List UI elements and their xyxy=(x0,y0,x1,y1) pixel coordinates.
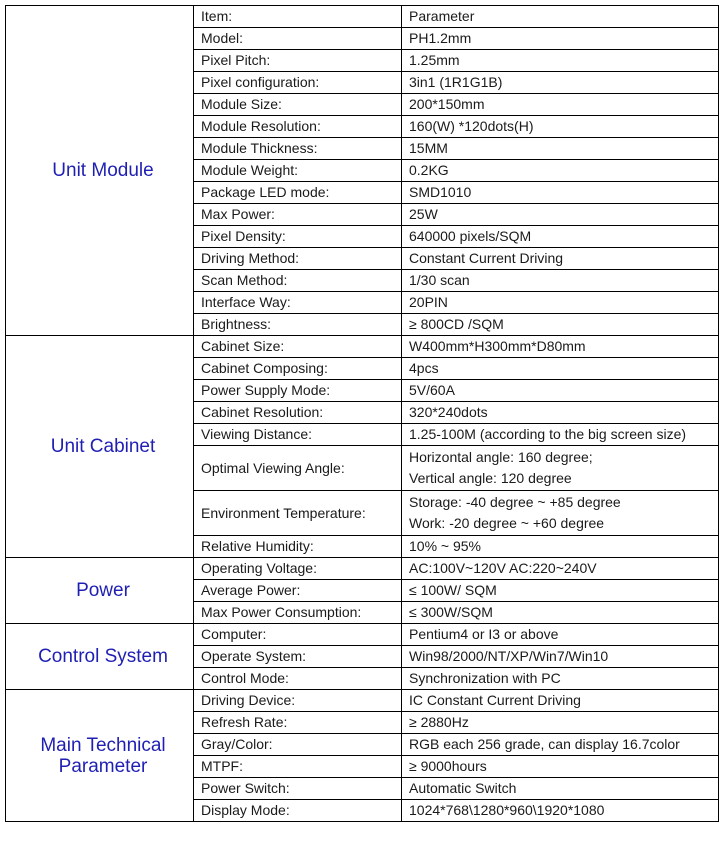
parameter-line: 320*240dots xyxy=(409,404,488,420)
item-label: Control Mode: xyxy=(194,668,402,690)
parameter-value xyxy=(402,336,719,358)
item-label: Item: xyxy=(194,6,402,28)
parameter-value xyxy=(402,778,719,800)
parameter-value xyxy=(402,446,719,491)
parameter-line: 640000 pixels/SQM xyxy=(409,228,532,244)
item-label: Cabinet Resolution: xyxy=(194,402,402,424)
section-title xyxy=(6,6,194,336)
item-label: Power Switch: xyxy=(194,778,402,800)
parameter-value xyxy=(402,380,719,402)
parameter-line: 160(W) *120dots(H) xyxy=(409,118,534,134)
parameter-value xyxy=(402,138,719,160)
parameter-value xyxy=(402,6,719,28)
item-label: Viewing Distance: xyxy=(194,424,402,446)
parameter-value xyxy=(402,72,719,94)
item-label: Relative Humidity: xyxy=(194,536,402,558)
parameter-line: Automatic Switch xyxy=(409,780,517,796)
item-label: Max Power: xyxy=(194,204,402,226)
item-label: Average Power: xyxy=(194,580,402,602)
item-label: Scan Method: xyxy=(194,270,402,292)
parameter-value xyxy=(402,314,719,336)
parameter-value xyxy=(402,50,719,72)
parameter-line: 1/30 scan xyxy=(409,272,470,288)
section-title xyxy=(6,690,194,822)
parameter-line: 1024*768\1280*960\1920*1080 xyxy=(409,802,605,818)
parameter-value xyxy=(402,204,719,226)
item-label: Display Mode: xyxy=(194,800,402,822)
parameter-line: Storage: -40 degree ~ +85 degree xyxy=(409,494,621,510)
parameter-value xyxy=(402,248,719,270)
item-label: Module Thickness: xyxy=(194,138,402,160)
parameter-line: SMD1010 xyxy=(409,184,472,200)
parameter-value xyxy=(402,94,719,116)
item-label: MTPF: xyxy=(194,756,402,778)
parameter-value xyxy=(402,646,719,668)
parameter-value xyxy=(402,624,719,646)
parameter-line: ≤ 300W/SQM xyxy=(409,604,493,620)
item-label: Pixel configuration: xyxy=(194,72,402,94)
item-label: Power Supply Mode: xyxy=(194,380,402,402)
item-label: Gray/Color: xyxy=(194,734,402,756)
parameter-line: ≤ 100W/ SQM xyxy=(409,582,497,598)
parameter-value xyxy=(402,160,719,182)
item-label: Optimal Viewing Angle: xyxy=(194,446,402,491)
section-title-line: Unit Module xyxy=(52,160,154,181)
item-label: Environment Temperature: xyxy=(194,491,402,536)
section-title-line: Parameter xyxy=(58,755,148,777)
parameter-value xyxy=(402,668,719,690)
parameter-value xyxy=(402,28,719,50)
parameter-line: Horizontal angle: 160 degree; xyxy=(409,449,593,465)
parameter-line: Vertical angle: 120 degree xyxy=(409,470,572,486)
parameter-line: 3in1 (1R1G1B) xyxy=(409,74,503,90)
spec-row xyxy=(6,6,719,28)
parameter-value xyxy=(402,800,719,822)
parameter-value xyxy=(402,580,719,602)
parameter-value xyxy=(402,292,719,314)
parameter-value xyxy=(402,358,719,380)
parameter-line: 1.25mm xyxy=(409,52,460,68)
item-label: Cabinet Composing: xyxy=(194,358,402,380)
item-label: Driving Method: xyxy=(194,248,402,270)
parameter-line: 5V/60A xyxy=(409,382,455,398)
parameter-line: Constant Current Driving xyxy=(409,250,564,266)
item-label: Module Weight: xyxy=(194,160,402,182)
item-label: Package LED mode: xyxy=(194,182,402,204)
parameter-value xyxy=(402,270,719,292)
item-label: Module Size: xyxy=(194,94,402,116)
item-label: Driving Device: xyxy=(194,690,402,712)
item-label: Operate System: xyxy=(194,646,402,668)
spec-table xyxy=(5,5,719,822)
item-label: Operating Voltage: xyxy=(194,558,402,580)
item-label: Pixel Density: xyxy=(194,226,402,248)
parameter-line: Pentium4 or I3 or above xyxy=(409,626,559,642)
parameter-line: ≥ 800CD /SQM xyxy=(409,316,504,332)
item-label: Computer: xyxy=(194,624,402,646)
item-label: Cabinet Size: xyxy=(194,336,402,358)
section-title-line: Power xyxy=(76,580,130,601)
parameter-line: 10% ~ 95% xyxy=(409,538,481,554)
parameter-value xyxy=(402,182,719,204)
parameter-line: 4pcs xyxy=(409,360,439,376)
parameter-value xyxy=(402,116,719,138)
section-title-line: Control System xyxy=(38,646,168,667)
parameter-line: ≥ 2880Hz xyxy=(409,714,469,730)
parameter-value xyxy=(402,712,719,734)
parameter-line: 0.2KG xyxy=(409,162,449,178)
parameter-line: PH1.2mm xyxy=(409,30,472,46)
item-label: Refresh Rate: xyxy=(194,712,402,734)
parameter-value xyxy=(402,536,719,558)
section-title xyxy=(6,336,194,558)
parameter-line: W400mm*H300mm*D80mm xyxy=(409,338,586,354)
parameter-value xyxy=(402,424,719,446)
parameter-line: Work: -20 degree ~ +60 degree xyxy=(409,515,605,531)
section-title-line: Unit Cabinet xyxy=(50,436,156,457)
parameter-value xyxy=(402,690,719,712)
item-label: Brightness: xyxy=(194,314,402,336)
parameter-line: 20PIN xyxy=(409,294,448,310)
parameter-line: Win98/2000/NT/XP/Win7/Win10 xyxy=(409,648,609,664)
spec-row xyxy=(6,558,719,580)
parameter-value xyxy=(402,558,719,580)
parameter-value xyxy=(402,402,719,424)
parameter-line: AC:100V~120V AC:220~240V xyxy=(409,560,597,576)
item-label: Interface Way: xyxy=(194,292,402,314)
item-label: Model: xyxy=(194,28,402,50)
spec-row xyxy=(6,690,719,712)
parameter-value xyxy=(402,491,719,536)
parameter-line: 200*150mm xyxy=(409,96,485,112)
spec-row xyxy=(6,336,719,358)
parameter-value xyxy=(402,602,719,624)
parameter-line: IC Constant Current Driving xyxy=(409,692,581,708)
section-title-line: Main Technical xyxy=(40,734,166,756)
parameter-line: ≥ 9000hours xyxy=(409,758,487,774)
parameter-value xyxy=(402,226,719,248)
spec-table-body xyxy=(6,6,719,822)
parameter-line: Parameter xyxy=(409,8,475,24)
section-title xyxy=(6,558,194,624)
item-label: Pixel Pitch: xyxy=(194,50,402,72)
parameter-line: 25W xyxy=(409,206,438,222)
parameter-line: 15MM xyxy=(409,140,448,156)
section-title xyxy=(6,624,194,690)
item-label: Module Resolution: xyxy=(194,116,402,138)
parameter-line: RGB each 256 grade, can display 16.7color xyxy=(409,736,680,752)
parameter-value xyxy=(402,734,719,756)
parameter-value xyxy=(402,756,719,778)
parameter-line: 1.25-100M (according to the big screen size) xyxy=(409,426,687,442)
item-label: Max Power Consumption: xyxy=(194,602,402,624)
parameter-line: Synchronization with PC xyxy=(409,670,561,686)
spec-row xyxy=(6,624,719,646)
